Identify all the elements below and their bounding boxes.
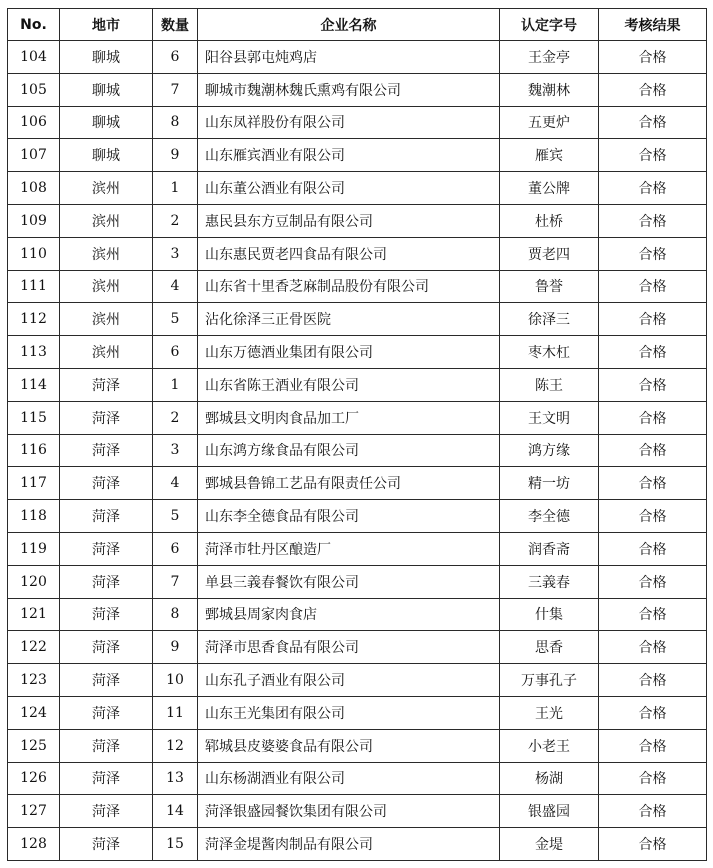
cell-company-name: 聊城市魏潮林魏氏熏鸡有限公司	[198, 73, 500, 106]
table-row	[8, 532, 707, 565]
cell-quantity: 2	[153, 401, 198, 434]
header-company-name: 企业名称	[198, 9, 500, 41]
cell-city: 菏泽	[60, 631, 153, 664]
cell-no: 107	[8, 139, 60, 172]
header-quantity: 数量	[153, 9, 198, 41]
cell-quantity: 7	[153, 73, 198, 106]
cell-city: 菏泽	[60, 368, 153, 401]
cell-result: 合格	[599, 467, 707, 500]
cell-no: 114	[8, 368, 60, 401]
cell-city: 菏泽	[60, 664, 153, 697]
cell-cert-name: 徐泽三	[500, 303, 599, 336]
cell-city: 滨州	[60, 303, 153, 336]
cell-result: 合格	[599, 204, 707, 237]
cell-quantity: 13	[153, 762, 198, 795]
cell-quantity: 9	[153, 631, 198, 664]
cell-cert-name: 王光	[500, 696, 599, 729]
cell-result: 合格	[599, 336, 707, 369]
cell-no: 110	[8, 237, 60, 270]
cell-quantity: 3	[153, 434, 198, 467]
cell-city: 聊城	[60, 139, 153, 172]
table-row	[8, 73, 707, 106]
table-row	[8, 139, 707, 172]
cell-result: 合格	[599, 41, 707, 74]
table-row	[8, 664, 707, 697]
table-row	[8, 696, 707, 729]
cell-quantity: 4	[153, 270, 198, 303]
cell-city: 聊城	[60, 106, 153, 139]
cell-no: 104	[8, 41, 60, 74]
cell-city: 菏泽	[60, 762, 153, 795]
cell-city: 聊城	[60, 41, 153, 74]
cell-quantity: 2	[153, 204, 198, 237]
cell-cert-name: 杨湖	[500, 762, 599, 795]
cell-result: 合格	[599, 368, 707, 401]
table-row	[8, 368, 707, 401]
cell-quantity: 4	[153, 467, 198, 500]
cell-cert-name: 什集	[500, 598, 599, 631]
cell-cert-name: 银盛园	[500, 795, 599, 828]
table-row	[8, 172, 707, 205]
header-row	[8, 9, 707, 41]
cell-result: 合格	[599, 500, 707, 533]
cell-no: 105	[8, 73, 60, 106]
cell-quantity: 1	[153, 368, 198, 401]
cell-cert-name: 贾老四	[500, 237, 599, 270]
cell-cert-name: 杜桥	[500, 204, 599, 237]
cell-company-name: 单县三義春餐饮有限公司	[198, 565, 500, 598]
cell-quantity: 5	[153, 303, 198, 336]
cell-quantity: 3	[153, 237, 198, 270]
cell-cert-name: 三義春	[500, 565, 599, 598]
cell-city: 菏泽	[60, 729, 153, 762]
table-row	[8, 467, 707, 500]
cell-no: 116	[8, 434, 60, 467]
cell-quantity: 14	[153, 795, 198, 828]
cell-quantity: 1	[153, 172, 198, 205]
cell-quantity: 6	[153, 336, 198, 369]
cell-city: 滨州	[60, 237, 153, 270]
cell-no: 115	[8, 401, 60, 434]
cell-city: 菏泽	[60, 500, 153, 533]
table-row	[8, 303, 707, 336]
cell-result: 合格	[599, 664, 707, 697]
cell-quantity: 12	[153, 729, 198, 762]
cell-city: 菏泽	[60, 565, 153, 598]
cell-company-name: 山东省陈王酒业有限公司	[198, 368, 500, 401]
cell-company-name: 山东杨湖酒业有限公司	[198, 762, 500, 795]
cell-city: 聊城	[60, 73, 153, 106]
table-row	[8, 729, 707, 762]
cell-company-name: 山东李全德食品有限公司	[198, 500, 500, 533]
cell-cert-name: 陈王	[500, 368, 599, 401]
cell-cert-name: 万事孔子	[500, 664, 599, 697]
cell-company-name: 鄄城县周家肉食店	[198, 598, 500, 631]
cell-result: 合格	[599, 270, 707, 303]
cell-no: 119	[8, 532, 60, 565]
cell-cert-name: 五更炉	[500, 106, 599, 139]
cell-no: 120	[8, 565, 60, 598]
cell-result: 合格	[599, 762, 707, 795]
header-no: No.	[8, 9, 60, 41]
cell-no: 106	[8, 106, 60, 139]
table-row	[8, 401, 707, 434]
cell-no: 113	[8, 336, 60, 369]
cell-result: 合格	[599, 401, 707, 434]
cell-no: 112	[8, 303, 60, 336]
cell-company-name: 鄄城县文明肉食品加工厂	[198, 401, 500, 434]
header-cert-name: 认定字号	[500, 9, 599, 41]
cell-cert-name: 魏潮林	[500, 73, 599, 106]
cell-cert-name: 董公牌	[500, 172, 599, 205]
cell-city: 菏泽	[60, 795, 153, 828]
cell-quantity: 9	[153, 139, 198, 172]
cell-no: 109	[8, 204, 60, 237]
cell-result: 合格	[599, 795, 707, 828]
cell-no: 123	[8, 664, 60, 697]
table-row	[8, 565, 707, 598]
cell-no: 117	[8, 467, 60, 500]
cell-company-name: 山东王光集团有限公司	[198, 696, 500, 729]
cell-result: 合格	[599, 565, 707, 598]
table-row	[8, 106, 707, 139]
table-row	[8, 336, 707, 369]
cell-no: 128	[8, 828, 60, 861]
cell-quantity: 15	[153, 828, 198, 861]
cell-company-name: 菏泽市思香食品有限公司	[198, 631, 500, 664]
cell-quantity: 6	[153, 532, 198, 565]
cell-company-name: 鄄城县鲁锦工艺品有限责任公司	[198, 467, 500, 500]
cell-cert-name: 枣木杠	[500, 336, 599, 369]
cell-cert-name: 王金亭	[500, 41, 599, 74]
cell-quantity: 5	[153, 500, 198, 533]
cell-company-name: 菏泽金堤酱肉制品有限公司	[198, 828, 500, 861]
cell-no: 111	[8, 270, 60, 303]
cell-result: 合格	[599, 598, 707, 631]
cell-company-name: 山东万德酒业集团有限公司	[198, 336, 500, 369]
cell-cert-name: 润香斋	[500, 532, 599, 565]
cell-quantity: 10	[153, 664, 198, 697]
cell-company-name: 阳谷县郭屯炖鸡店	[198, 41, 500, 74]
cell-cert-name: 精一坊	[500, 467, 599, 500]
table-row	[8, 762, 707, 795]
cell-quantity: 6	[153, 41, 198, 74]
cell-company-name: 山东孔子酒业有限公司	[198, 664, 500, 697]
cell-cert-name: 雁宾	[500, 139, 599, 172]
cell-result: 合格	[599, 729, 707, 762]
cell-city: 菏泽	[60, 401, 153, 434]
cell-result: 合格	[599, 696, 707, 729]
cell-company-name: 菏泽市牡丹区酿造厂	[198, 532, 500, 565]
cell-no: 126	[8, 762, 60, 795]
cell-company-name: 菏泽银盛园餐饮集团有限公司	[198, 795, 500, 828]
table-row	[8, 434, 707, 467]
cell-company-name: 山东惠民贾老四食品有限公司	[198, 237, 500, 270]
cell-company-name: 山东凤祥股份有限公司	[198, 106, 500, 139]
cell-result: 合格	[599, 434, 707, 467]
cell-cert-name: 鸿方缘	[500, 434, 599, 467]
cell-city: 滨州	[60, 172, 153, 205]
cell-quantity: 8	[153, 106, 198, 139]
cell-cert-name: 王文明	[500, 401, 599, 434]
cell-no: 108	[8, 172, 60, 205]
cell-cert-name: 鲁誉	[500, 270, 599, 303]
cell-result: 合格	[599, 73, 707, 106]
cell-company-name: 惠民县东方豆制品有限公司	[198, 204, 500, 237]
table-row	[8, 795, 707, 828]
cell-result: 合格	[599, 237, 707, 270]
cell-no: 121	[8, 598, 60, 631]
cell-city: 菏泽	[60, 467, 153, 500]
cell-no: 124	[8, 696, 60, 729]
table-row	[8, 237, 707, 270]
header-city: 地市	[60, 9, 153, 41]
cell-cert-name: 思香	[500, 631, 599, 664]
cell-company-name: 沾化徐泽三正骨医院	[198, 303, 500, 336]
enterprise-table	[7, 8, 707, 861]
cell-quantity: 11	[153, 696, 198, 729]
cell-company-name: 山东省十里香芝麻制品股份有限公司	[198, 270, 500, 303]
cell-quantity: 8	[153, 598, 198, 631]
cell-result: 合格	[599, 106, 707, 139]
cell-quantity: 7	[153, 565, 198, 598]
table-header	[8, 9, 707, 41]
table-row	[8, 598, 707, 631]
cell-city: 菏泽	[60, 532, 153, 565]
cell-company-name: 山东鸿方缘食品有限公司	[198, 434, 500, 467]
cell-cert-name: 李全德	[500, 500, 599, 533]
cell-cert-name: 金堤	[500, 828, 599, 861]
cell-city: 菏泽	[60, 598, 153, 631]
cell-result: 合格	[599, 828, 707, 861]
header-result: 考核结果	[599, 9, 707, 41]
table-row	[8, 828, 707, 861]
cell-result: 合格	[599, 172, 707, 205]
cell-no: 125	[8, 729, 60, 762]
cell-city: 菏泽	[60, 434, 153, 467]
table-row	[8, 270, 707, 303]
cell-city: 滨州	[60, 270, 153, 303]
cell-result: 合格	[599, 303, 707, 336]
table-body	[8, 41, 707, 861]
cell-result: 合格	[599, 139, 707, 172]
cell-cert-name: 小老王	[500, 729, 599, 762]
cell-result: 合格	[599, 631, 707, 664]
cell-no: 122	[8, 631, 60, 664]
cell-city: 菏泽	[60, 696, 153, 729]
cell-city: 滨州	[60, 336, 153, 369]
cell-city: 菏泽	[60, 828, 153, 861]
table-row	[8, 500, 707, 533]
table-row	[8, 41, 707, 74]
cell-no: 127	[8, 795, 60, 828]
table-row	[8, 204, 707, 237]
cell-company-name: 山东董公酒业有限公司	[198, 172, 500, 205]
cell-company-name: 郓城县皮婆婆食品有限公司	[198, 729, 500, 762]
table-row	[8, 631, 707, 664]
cell-result: 合格	[599, 532, 707, 565]
cell-city: 滨州	[60, 204, 153, 237]
cell-no: 118	[8, 500, 60, 533]
cell-company-name: 山东雁宾酒业有限公司	[198, 139, 500, 172]
